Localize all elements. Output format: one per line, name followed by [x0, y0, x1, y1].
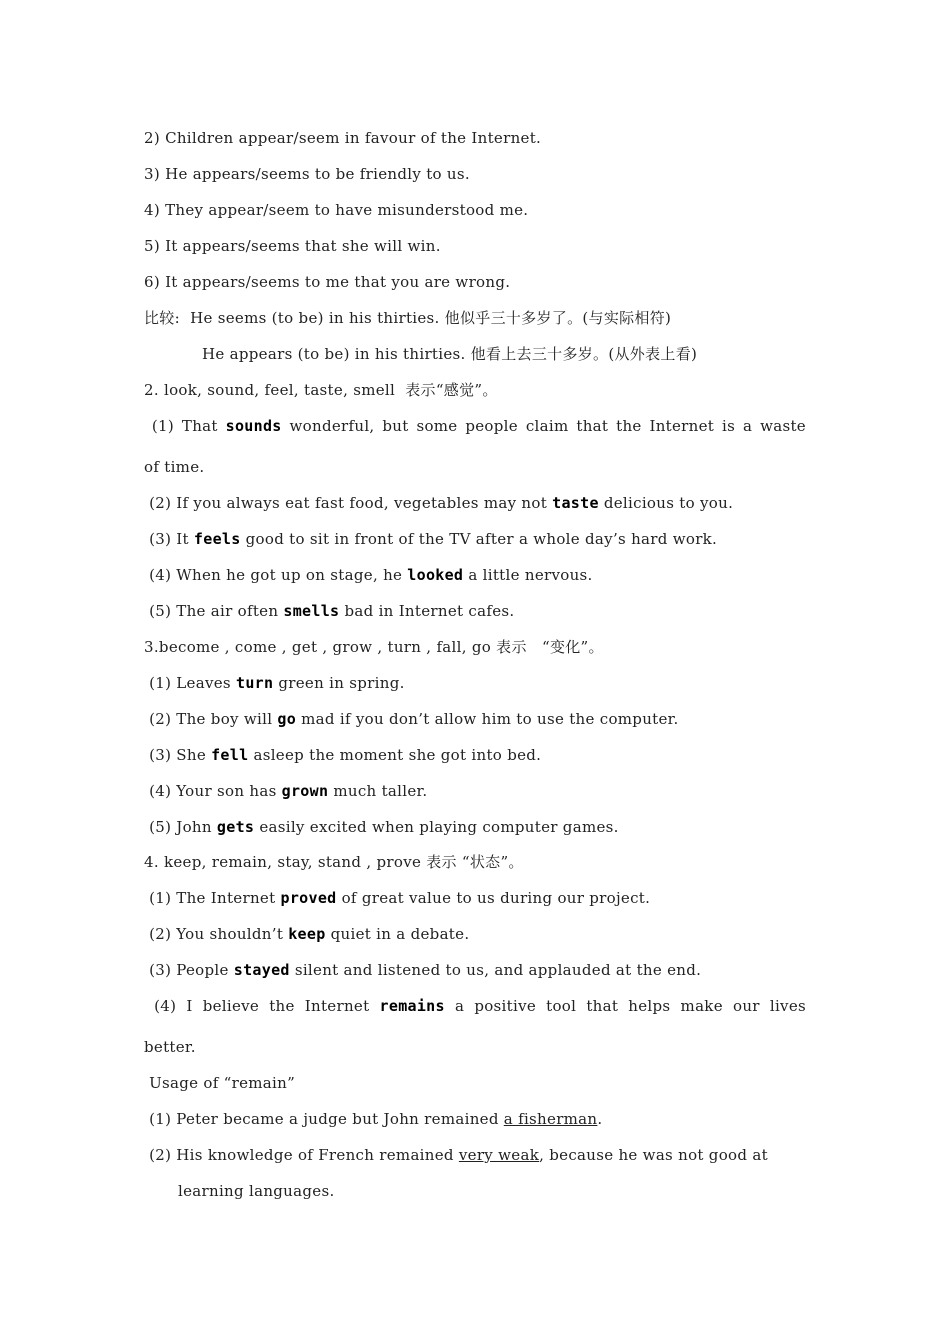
highlighted-verb: gets	[216, 818, 255, 836]
highlighted-verb: sounds	[225, 417, 282, 435]
line-text: good to sit in front of the TV after a whole day’s hard work.	[240, 530, 718, 548]
text-line: learning languages.	[178, 1182, 335, 1200]
text-line: 4. keep, remain, stay, stand , prove 表示 “状态”。	[144, 853, 524, 871]
line-text: much taller.	[328, 782, 428, 800]
highlighted-verb: keep	[288, 925, 326, 943]
text-line	[144, 1145, 768, 1165]
underlined-phrase: a fisherman	[503, 1110, 598, 1128]
line-text: (2) You shouldn’t	[144, 925, 289, 943]
line-text: silent and listened to us, and applauded at the end.	[289, 961, 702, 979]
line-text: delicious to you.	[598, 494, 734, 512]
line-text: a positive tool that helps make our lives	[444, 997, 806, 1015]
line-text: bad in Internet cafes.	[339, 602, 515, 620]
text-line: 3.become , come , get , grow , turn , fall, go 表示 “变化”。	[144, 638, 604, 656]
text-line	[144, 493, 733, 513]
text-line	[144, 817, 619, 837]
line-text: mad if you don’t allow him to use the computer.	[296, 710, 679, 728]
text-line: 6) It appears/seems to me that you are wrong.	[144, 273, 511, 291]
line-text: wonderful, but some people claim that the Internet is a waste	[281, 417, 806, 435]
highlighted-verb: fell	[211, 746, 249, 764]
text-line: 4) They appear/seem to have misunderstood me.	[144, 201, 529, 219]
highlighted-verb: taste	[552, 494, 599, 512]
text-line	[144, 781, 427, 801]
highlighted-verb: turn	[235, 674, 274, 692]
text-line: 3) He appears/seems to be friendly to us.	[144, 165, 470, 183]
text-line: 比较: He seems (to be) in his thirties. 他似乎三十多岁了。(与实际相符)	[144, 309, 672, 327]
text-line	[144, 924, 469, 944]
text-line	[144, 1109, 602, 1129]
line-text: (3) She	[144, 746, 212, 764]
line-text: (4) Your son has	[144, 782, 282, 800]
text-line	[144, 996, 806, 1016]
line-text: (2) His knowledge of French remained	[144, 1146, 459, 1164]
highlighted-verb: feels	[193, 530, 241, 548]
line-text: a little nervous.	[463, 566, 593, 584]
text-line	[144, 601, 514, 621]
highlighted-verb: proved	[280, 889, 337, 907]
line-text: (1) The Internet	[144, 889, 281, 907]
text-line	[144, 673, 405, 693]
line-text: of great value to us during our project.	[336, 889, 651, 907]
text-line	[144, 565, 593, 585]
text-line: He appears (to be) in his thirties. 他看上去三十多岁。(从外表上看)	[202, 345, 698, 363]
highlighted-verb: go	[277, 710, 297, 728]
text-line: 2) Children appear/seem in favour of the Internet.	[144, 129, 542, 147]
text-line	[144, 888, 650, 908]
line-text: green in spring.	[273, 674, 405, 692]
line-text: (1) Peter became a judge but John remained	[144, 1110, 504, 1128]
line-text: (4) When he got up on stage, he	[144, 566, 408, 584]
line-text: (1) That	[144, 417, 226, 435]
text-line	[144, 960, 701, 980]
highlighted-verb: stayed	[233, 961, 290, 979]
text-line: of time.	[144, 458, 205, 476]
text-line: 2. look, sound, feel, taste, smell 表示“感觉”。	[144, 381, 498, 399]
text-line	[144, 416, 806, 436]
text-line: better.	[144, 1038, 196, 1056]
text-line: Usage of “remain”	[144, 1074, 296, 1092]
line-text: quiet in a debate.	[325, 925, 470, 943]
text-line	[144, 745, 541, 765]
line-text: (3) It	[144, 530, 194, 548]
line-text: (5) The air often	[144, 602, 284, 620]
highlighted-verb: grown	[281, 782, 329, 800]
line-text: (1) Leaves	[144, 674, 236, 692]
line-text: (2) If you always eat fast food, vegetables may not	[144, 494, 553, 512]
line-text: asleep the moment she got into bed.	[248, 746, 542, 764]
line-text: (5) John	[144, 818, 217, 836]
line-text: (2) The boy will	[144, 710, 278, 728]
text-line: 5) It appears/seems that she will win.	[144, 237, 441, 255]
line-text: easily excited when playing computer games.	[254, 818, 619, 836]
line-text: , because he was not good at	[539, 1146, 768, 1164]
highlighted-verb: looked	[407, 566, 464, 584]
highlighted-verb: smells	[283, 602, 340, 620]
underlined-phrase: very weak	[458, 1146, 540, 1164]
text-line	[144, 529, 717, 549]
highlighted-verb: remains	[379, 997, 445, 1015]
line-text: .	[597, 1110, 603, 1128]
line-text: (3) People	[144, 961, 234, 979]
text-line	[144, 709, 679, 729]
line-text: (4) I believe the Internet	[144, 997, 380, 1015]
